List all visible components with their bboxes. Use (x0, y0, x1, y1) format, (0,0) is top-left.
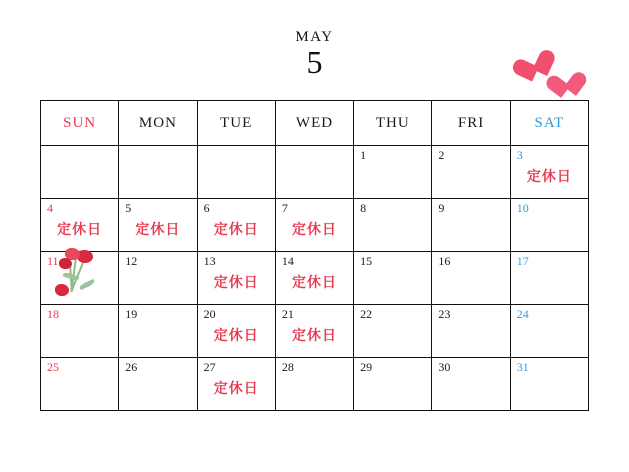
closed-day-label: 定休日 (213, 381, 259, 397)
calendar-day-cell[interactable] (41, 358, 119, 411)
day-number: 12 (125, 254, 138, 268)
calendar-body (41, 146, 589, 411)
calendar-header-thu (354, 101, 432, 146)
weekday-label: SUN (63, 114, 97, 131)
day-number: 14 (281, 254, 294, 268)
day-number: 26 (125, 360, 138, 374)
calendar-day-cell[interactable] (197, 252, 275, 305)
day-number: 15 (360, 254, 373, 268)
weekday-label: WED (295, 114, 334, 131)
calendar-day-cell[interactable] (197, 358, 275, 411)
calendar-day-cell[interactable] (354, 252, 432, 305)
calendar-header-tue (197, 101, 275, 146)
weekday-label: THU (375, 114, 410, 131)
day-number: 6 (203, 201, 210, 215)
day-number: 7 (281, 201, 288, 215)
day-number: 2 (438, 148, 445, 162)
calendar-day-cell[interactable] (510, 199, 588, 252)
closed-day-label: 定休日 (135, 222, 181, 238)
weekday-label: FRI (457, 114, 485, 131)
day-number: 29 (360, 360, 373, 374)
closed-day-label: 定休日 (213, 328, 259, 344)
calendar-header-fri (432, 101, 510, 146)
calendar-table (40, 100, 589, 411)
calendar-header-mon (119, 101, 197, 146)
calendar-day-cell[interactable] (354, 199, 432, 252)
calendar-week-row (41, 305, 589, 358)
calendar-day-cell[interactable] (119, 305, 197, 358)
calendar-header-sun (41, 101, 119, 146)
closed-day-label: 定休日 (526, 169, 572, 185)
calendar-week-row (41, 358, 589, 411)
calendar-week-row (41, 199, 589, 252)
calendar-day-cell[interactable] (510, 146, 588, 199)
calendar-day-cell[interactable] (275, 358, 353, 411)
calendar-day-cell[interactable] (41, 252, 119, 305)
month-number: 5 (306, 44, 323, 80)
month-name: MAY (295, 29, 334, 45)
calendar-header-sat (510, 101, 588, 146)
calendar-day-cell[interactable] (119, 358, 197, 411)
day-number: 16 (438, 254, 451, 268)
day-number: 13 (203, 254, 216, 268)
day-number: 21 (281, 307, 294, 321)
day-number: 23 (438, 307, 451, 321)
calendar-day-cell[interactable] (510, 305, 588, 358)
weekday-label: SAT (534, 114, 565, 131)
carnation-flowers-icon (49, 244, 111, 304)
calendar-day-cell[interactable] (197, 305, 275, 358)
day-number: 31 (516, 360, 529, 374)
calendar-day-cell[interactable] (41, 305, 119, 358)
day-number: 18 (47, 307, 59, 321)
day-number: 3 (516, 148, 523, 162)
calendar-header-wed (275, 101, 353, 146)
calendar-day-cell[interactable] (354, 358, 432, 411)
calendar-day-cell[interactable] (510, 358, 588, 411)
weekday-label: TUE (220, 114, 253, 131)
day-number: 5 (125, 201, 132, 215)
month-header (0, 30, 629, 78)
closed-day-label: 定休日 (213, 222, 259, 238)
closed-day-label: 定休日 (291, 275, 337, 291)
calendar-day-cell[interactable] (354, 146, 432, 199)
calendar-day-cell[interactable] (119, 252, 197, 305)
day-number: 30 (438, 360, 451, 374)
calendar-day-cell[interactable] (275, 252, 353, 305)
calendar-week-row (41, 146, 589, 199)
weekday-label: MON (138, 114, 177, 131)
calendar-day-cell[interactable] (432, 146, 510, 199)
calendar-week-row (41, 252, 589, 305)
calendar-day-cell[interactable] (119, 199, 197, 252)
calendar-day-cell[interactable] (275, 199, 353, 252)
day-number: 8 (360, 201, 367, 215)
calendar-empty-cell (275, 146, 353, 199)
calendar-day-cell[interactable] (432, 358, 510, 411)
day-number: 1 (360, 148, 367, 162)
calendar-day-cell[interactable] (432, 199, 510, 252)
calendar-day-cell[interactable] (41, 199, 119, 252)
calendar-day-cell[interactable] (432, 252, 510, 305)
calendar-day-cell[interactable] (354, 305, 432, 358)
day-number: 24 (516, 307, 529, 321)
day-number: 19 (125, 307, 138, 321)
closed-day-label: 定休日 (57, 222, 103, 238)
day-number: 20 (203, 307, 216, 321)
day-number: 22 (360, 307, 373, 321)
day-number: 9 (438, 201, 445, 215)
closed-day-label: 定休日 (291, 328, 337, 344)
calendar-day-cell[interactable] (432, 305, 510, 358)
day-number: 11 (47, 254, 59, 268)
day-number: 4 (47, 201, 53, 215)
closed-day-label: 定休日 (213, 275, 259, 291)
closed-day-label: 定休日 (291, 222, 337, 238)
day-number: 28 (281, 360, 294, 374)
calendar-empty-cell (197, 146, 275, 199)
day-number: 17 (516, 254, 529, 268)
day-number: 10 (516, 201, 529, 215)
day-number: 25 (47, 360, 59, 374)
calendar-empty-cell (41, 146, 119, 199)
calendar-day-cell[interactable] (510, 252, 588, 305)
calendar-header-row (41, 101, 589, 146)
calendar-empty-cell (119, 146, 197, 199)
calendar-day-cell[interactable] (275, 305, 353, 358)
day-number: 27 (203, 360, 216, 374)
calendar-day-cell[interactable] (197, 199, 275, 252)
